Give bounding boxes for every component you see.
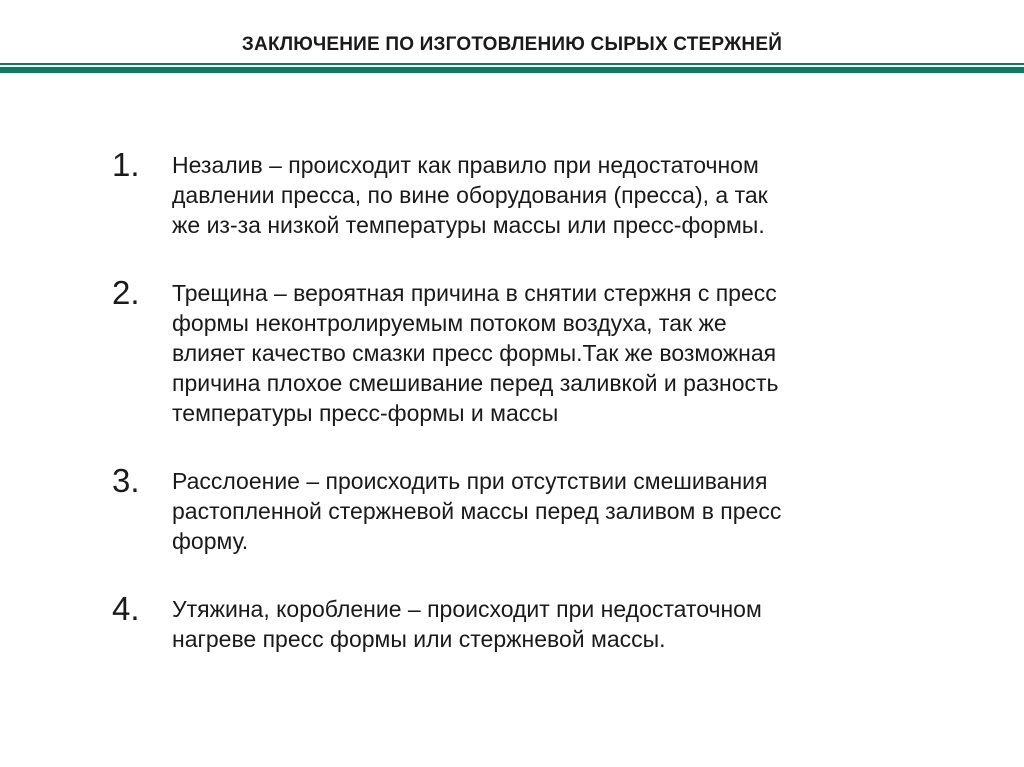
list-item xyxy=(112,148,962,240)
item-text xyxy=(172,148,962,240)
list-item xyxy=(112,464,962,556)
item-text xyxy=(172,464,962,556)
item-text-line: Незалив – происходит как правило при недостаточном xyxy=(172,152,759,178)
item-text-line: же из-за низкой температуры массы или пресс-формы. xyxy=(172,212,765,238)
item-text-line: форму. xyxy=(172,528,249,554)
item-text xyxy=(172,276,962,428)
conclusion-list xyxy=(112,148,962,654)
item-text-line: температуры пресс-формы и массы xyxy=(172,400,559,426)
item-text-line: растопленной стержневой массы перед заливом в пресс xyxy=(172,498,782,524)
item-text-line: причина плохое смешивание перед заливкой и разность xyxy=(172,370,779,396)
item-text-line: давлении пресса, по вине оборудования (пресса), а так xyxy=(172,182,768,208)
item-text-line: Трещина – вероятная причина в снятии стержня с пресс xyxy=(172,280,777,306)
title-underline-thin xyxy=(0,63,1024,65)
item-text-line: формы неконтролируемым потоком воздуха, так же xyxy=(172,310,727,336)
item-number: 4. xyxy=(112,590,140,627)
item-text-line: нагреве пресс формы или стержневой массы. xyxy=(172,626,666,652)
list-item xyxy=(112,276,962,428)
item-number: 2. xyxy=(112,274,140,311)
item-text xyxy=(172,592,962,654)
list-item xyxy=(112,592,962,654)
title-underline-thick xyxy=(0,67,1024,73)
item-number: 1. xyxy=(112,146,140,183)
item-text-line: Расслоение – происходить при отсутствии смешивания xyxy=(172,468,768,494)
item-text-line: Утяжина, коробление – происходит при недостаточном xyxy=(172,596,762,622)
slide-title: ЗАКЛЮЧЕНИЕ ПО ИЗГОТОВЛЕНИЮ СЫРЫХ СТЕРЖНЕЙ xyxy=(241,34,783,55)
item-text-line: влияет качество смазки пресс формы.Так же возможная xyxy=(172,340,777,366)
item-number: 3. xyxy=(112,462,140,499)
